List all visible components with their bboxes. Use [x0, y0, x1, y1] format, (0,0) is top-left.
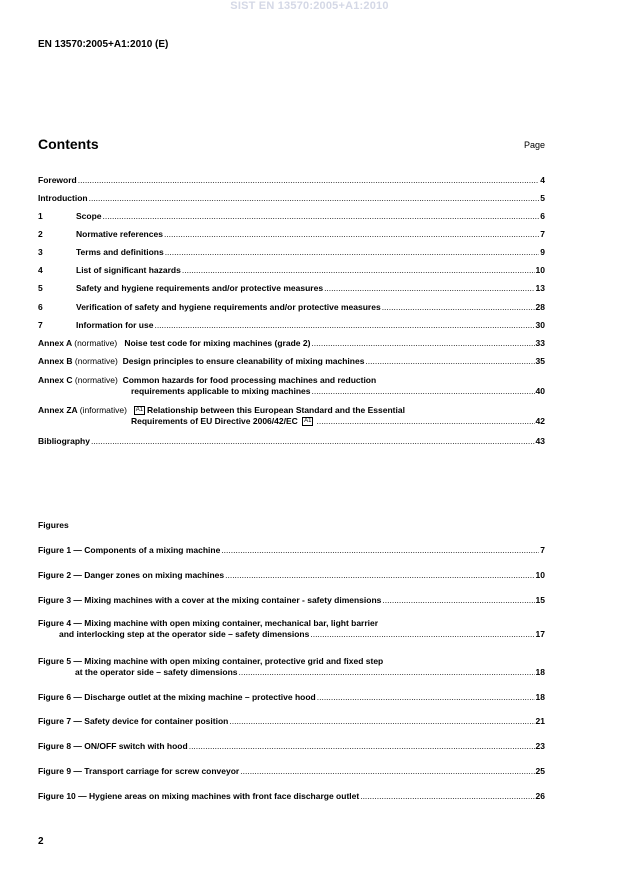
- toc-entry-annex-b[interactable]: Annex B (normative) Design principles to ensure cleanability of mixing machines ..... 35: [38, 356, 545, 367]
- figures-title: Figures: [38, 520, 69, 530]
- toc-entry-terms[interactable]: 3 Terms and definitions ..... 9: [38, 247, 545, 258]
- watermark: SIST EN 13570:2005+A1:2010: [230, 0, 389, 12]
- toc-entry-bibliography[interactable]: Bibliography ..... 43: [38, 436, 545, 447]
- figure-entry[interactable]: Figure 8 — ON/OFF switch with hood ..... 23: [38, 741, 545, 752]
- page-number: 2: [38, 836, 44, 847]
- toc-entry-introduction[interactable]: Introduction ..... 5: [38, 193, 545, 204]
- toc-entry-annex-c[interactable]: Annex C (normative) Common hazards for food processing machines and reduction requirements applicable to mixing machines ..... 40: [38, 375, 545, 397]
- toc-entry-normative-references[interactable]: 2 Normative references ..... 7: [38, 229, 545, 240]
- figure-entry[interactable]: Figure 1 — Components of a mixing machine ..... 7: [38, 545, 545, 556]
- figure-entry[interactable]: Figure 4 — Mixing machine with open mixing container, mechanical bar, light barrier and interlocking step at the operator side – safety dimensions ..... 17: [38, 618, 545, 640]
- contents-title: Contents: [38, 136, 99, 152]
- toc-entry-foreword[interactable]: Foreword ..... 4: [38, 175, 545, 186]
- page-column-label: Page: [523, 140, 545, 150]
- toc-entry-annex-za[interactable]: Annex ZA (informative) A1 Relationship between this European Standard and the Essential Requirements of EU Directive 2006/42/EC A1 ..... 42: [38, 405, 545, 427]
- toc-entry-verification[interactable]: 6 Verification of safety and hygiene requirements and/or protective measures ..... 28: [38, 302, 545, 313]
- figure-entry[interactable]: Figure 5 — Mixing machine with open mixing container, protective grid and fixed step at the operator side – safety dimensions ..... 18: [38, 656, 545, 678]
- standard-id: EN 13570:2005+A1:2010 (E): [38, 39, 169, 50]
- toc-entry-scope[interactable]: 1 Scope ..... 6: [38, 211, 545, 222]
- toc-entry-information[interactable]: 7 Information for use ..... 30: [38, 320, 545, 331]
- toc-entry-safety-requirements[interactable]: 5 Safety and hygiene requirements and/or protective measures ..... 13: [38, 283, 545, 294]
- figure-entry[interactable]: Figure 3 — Mixing machines with a cover at the mixing container - safety dimensions ..... 15: [38, 595, 545, 606]
- figure-entry[interactable]: Figure 6 — Discharge outlet at the mixing machine – protective hood ..... 18: [38, 692, 545, 703]
- amendment-start-marker-icon: A1: [135, 407, 144, 414]
- amendment-end-marker-icon: A1: [304, 418, 312, 425]
- figure-entry[interactable]: Figure 7 — Safety device for container position ..... 21: [38, 716, 545, 727]
- toc-entry-annex-a[interactable]: Annex A (normative) Noise test code for mixing machines (grade 2) ..... 33: [38, 338, 545, 349]
- figure-entry[interactable]: Figure 10 — Hygiene areas on mixing machines with front face discharge outlet ..... 26: [38, 791, 545, 802]
- figure-entry[interactable]: Figure 9 — Transport carriage for screw conveyor ..... 25: [38, 766, 545, 777]
- toc-entry-hazards[interactable]: 4 List of significant hazards ..... 10: [38, 265, 545, 276]
- figure-entry[interactable]: Figure 2 — Danger zones on mixing machines ..... 10: [38, 570, 545, 581]
